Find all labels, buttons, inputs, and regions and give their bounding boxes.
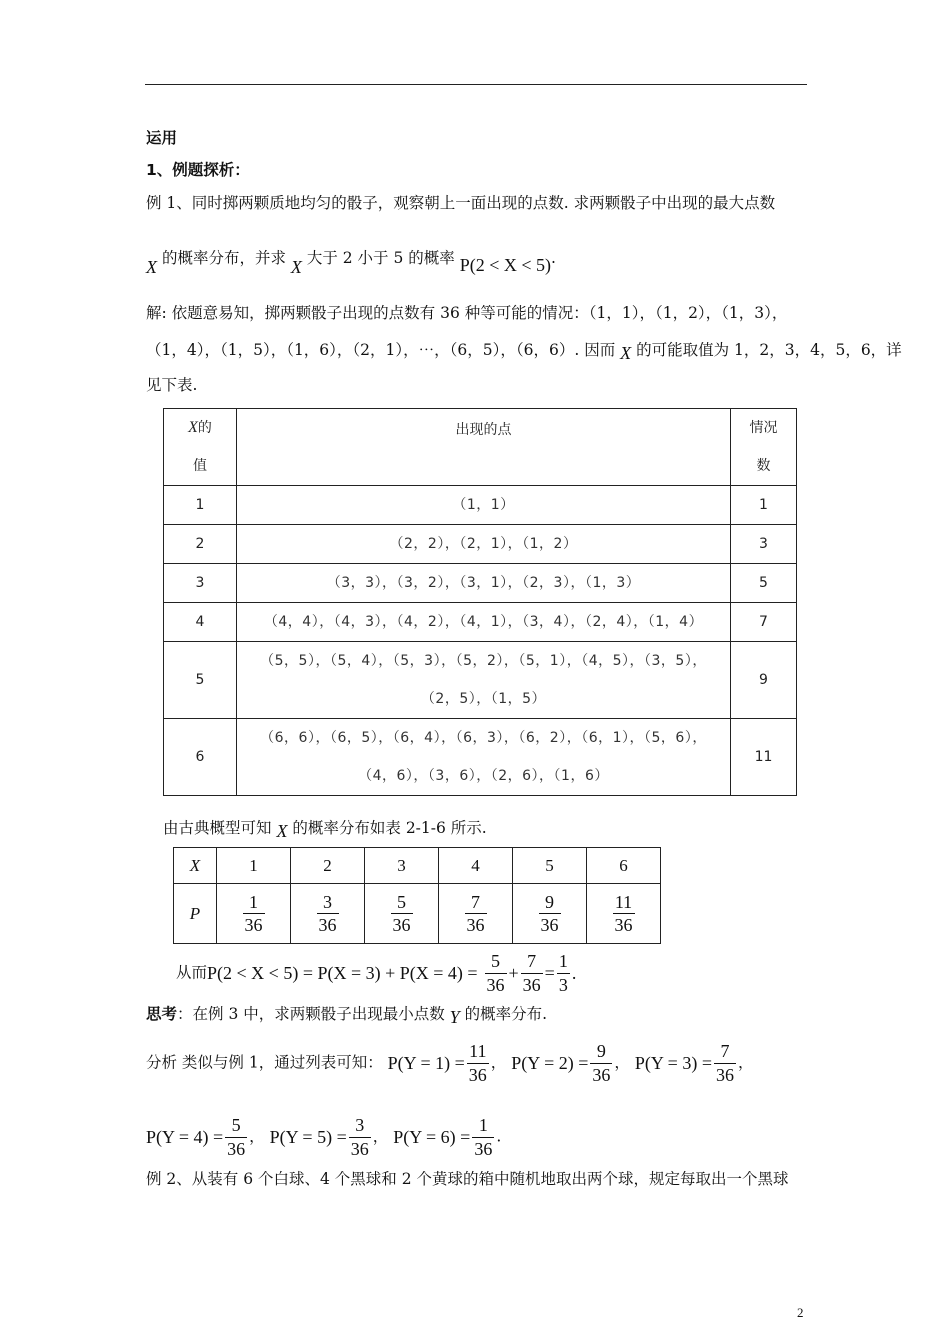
cell-p: $\frac{9}{36}$: [513, 884, 587, 944]
example1-line1: 例 1、同时掷两颗质地均匀的骰子，观察朝上一面出现的点数. 求两颗骰子中出现的最大点数: [146, 194, 776, 212]
section-title: 1、例题探析：: [146, 161, 250, 179]
example2-line: 例 2、从装有 6 个白球、4 个黑球和 2 个黄球的箱中随机地取出两个球，规定每取出一个黑球: [146, 1170, 789, 1188]
text: .: [551, 249, 556, 267]
header-points: 出现的点: [237, 409, 731, 486]
heading: 运用: [146, 129, 178, 147]
solution-line3: 见下表.: [146, 376, 198, 394]
cell-p: $\frac{1}{36}$: [217, 884, 291, 944]
cell-x: 4: [439, 848, 513, 884]
table-row: [164, 719, 797, 796]
cell-points: （1，1）: [237, 486, 731, 525]
solution-line2: [146, 340, 902, 363]
table-row: [164, 642, 797, 719]
header-count: 情况 数: [731, 409, 797, 486]
table-header-row: [164, 409, 797, 486]
var-x: X: [146, 257, 157, 277]
cell-x: 5: [513, 848, 587, 884]
cell-label: P: [174, 884, 217, 944]
cell-x: 5: [164, 642, 237, 719]
cell-x: 2: [164, 525, 237, 564]
solution-line1: 解: 依题意易知，掷两颗骰子出现的点数有 36 种等可能的情况：（1，1），（1，2），（1，3），: [146, 304, 788, 322]
conclusion: 从而P(2 < X < 5) = P(X = 3) + P(X = 4) = $\frac{5}{36}$ + $\frac{7}{36}$ = $\frac{1}{3}$ .: [176, 951, 577, 995]
points-table: [163, 408, 797, 796]
table-row: [164, 603, 797, 642]
cell-x: 6: [164, 719, 237, 796]
cell-p: $\frac{7}{36}$: [439, 884, 513, 944]
cell-count: 7: [731, 603, 797, 642]
cell-count: 9: [731, 642, 797, 719]
cell-points: （4，4），（4，3），（4，2），（4，1），（3，4），（2，4），（1，4）: [237, 603, 731, 642]
text: 的可能取值为 1，2，3，4，5，6，详: [636, 341, 902, 359]
table-row-x: [174, 848, 661, 884]
header-rule: [145, 84, 807, 85]
cell-x: 4: [164, 603, 237, 642]
cell-count: 1: [731, 486, 797, 525]
table-row-p: [174, 884, 661, 944]
table-row: [164, 486, 797, 525]
cell-count: 11: [731, 719, 797, 796]
var-x: X: [290, 257, 302, 277]
cell-points: （6，6），（6，5），（6，4），（6，3），（6，2），（6，1），（5，6）， （4，6），（3，6），（2，6），（1，6）: [237, 719, 731, 796]
header-x: X的 值: [164, 409, 237, 486]
cell-label: X: [174, 848, 217, 884]
cell-x: 2: [291, 848, 365, 884]
var-x: X: [620, 343, 632, 363]
cell-points: （3，3），（3，2），（3，1），（2，3），（1，3）: [237, 564, 731, 603]
table-row: [164, 525, 797, 564]
analysis-line1: 分析 类似与例 1，通过列表可知： P(Y = 1) = $\frac{11}{36}$ ， P(Y = 2) = $\frac{9}{36}$ ， P(Y = 3) = $\frac{7}{36}$ ，: [146, 1041, 754, 1085]
example1-line2: [146, 248, 556, 277]
cell-p: $\frac{5}{36}$: [365, 884, 439, 944]
page-number: 2: [797, 1305, 804, 1320]
text: （1，4），（1，5），（1，6），（2，1），⋯，（6，5），（6，6）. 因而: [146, 341, 616, 359]
table-row: [164, 564, 797, 603]
cell-count: 3: [731, 525, 797, 564]
cell-points: （5，5），（5，4），（5，3），（5，2），（5，1），（4，5），（3，5）， （2，5），（1，5）: [237, 642, 731, 719]
cell-x: 3: [365, 848, 439, 884]
cell-count: 5: [731, 564, 797, 603]
cell-x: 1: [164, 486, 237, 525]
cell-p: $\frac{11}{36}$: [587, 884, 661, 944]
cell-p: $\frac{3}{36}$: [291, 884, 365, 944]
cell-x: 6: [587, 848, 661, 884]
distribution-table: [173, 847, 661, 944]
text: 的概率分布，并求: [161, 249, 286, 267]
cell-x: 3: [164, 564, 237, 603]
think-line: 思考：在例 3 中，求两颗骰子出现最小点数 Y 的概率分布.: [146, 1005, 548, 1027]
formula: P(2 < X < 5): [459, 255, 552, 275]
distribution-intro: 由古典概型可知 X 的概率分布如表 2-1-6 所示.: [163, 819, 487, 841]
analysis-line2: P(Y = 4) = $\frac{5}{36}$ ， P(Y = 5) = $\frac{3}{36}$ ， P(Y = 6) = $\frac{1}{36}$ .: [146, 1115, 502, 1159]
text: 大于 2 小于 5 的概率: [306, 249, 455, 267]
cell-x: 1: [217, 848, 291, 884]
cell-points: （2，2），（2，1），（1，2）: [237, 525, 731, 564]
